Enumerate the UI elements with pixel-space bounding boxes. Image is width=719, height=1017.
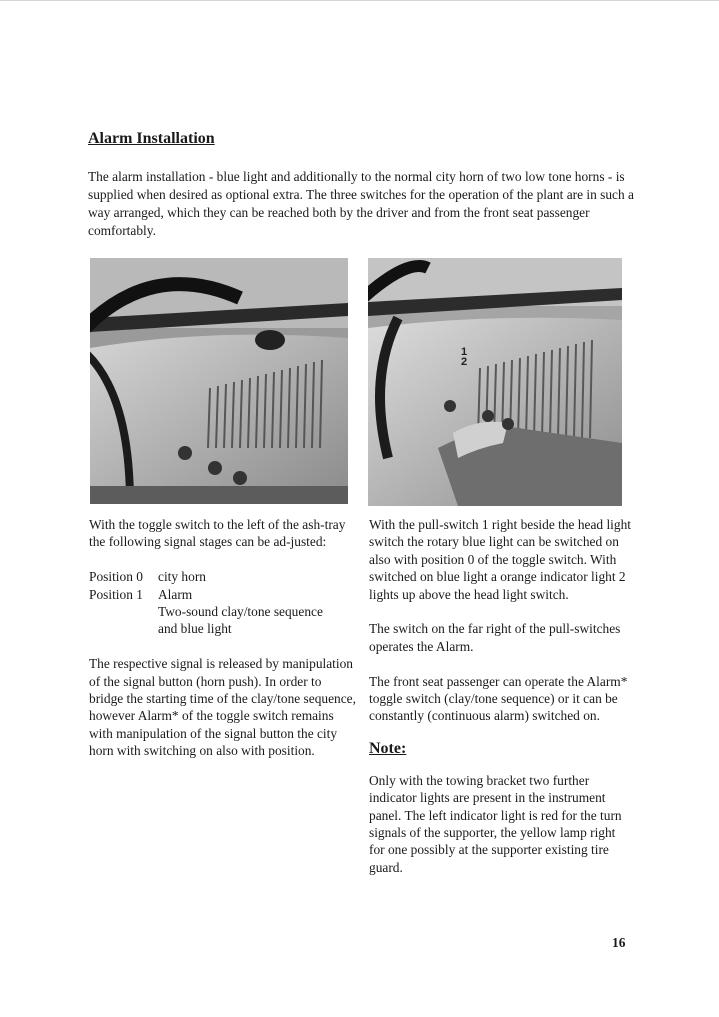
position-1-detail-1: Two-sound clay/tone sequence xyxy=(158,604,323,620)
photo-callout-2: 2 xyxy=(461,356,468,368)
page-number: 16 xyxy=(612,935,626,950)
page-title: Alarm Installation xyxy=(88,130,215,147)
photo-callout-1: 1 xyxy=(461,346,468,358)
position-1-row xyxy=(89,586,357,603)
right-column xyxy=(369,516,631,876)
right-para-1: With the pull-switch 1 right beside the head light switch the rotary blue light can be switched on also with position 0 of the toggle switch. With switched on blue light a orange indicator light 2 lights up above the head light switch. xyxy=(369,517,632,602)
top-border xyxy=(0,0,719,1)
position-0-label: Position 0 xyxy=(89,569,143,585)
position-1-label: Position 1 xyxy=(89,586,143,602)
left-para-1: With the toggle switch to the left of the ash-tray the following signal stages can be ad-justed: xyxy=(89,517,346,550)
left-para-2: The respective signal is released by manipulation of the signal button (horn push). In order to bridge the starting time of the clay/tone sequence, however Alarm* of the toggle switch remains with manipulation of the signal button the city horn with switching on also with position. xyxy=(89,656,356,759)
left-column xyxy=(89,516,357,760)
intro-paragraph: The alarm installation - blue light and additionally to the normal city horn of two low tone horns - is supplied when desired as optional extra. The three switches for the operation of the plant are in such a way arranged, which they can be reached both by the driver and from the front seat passenger comfortably. xyxy=(88,169,634,238)
dashboard-photo-left xyxy=(90,258,348,504)
right-para-3: The front seat passenger can operate the Alarm* toggle switch (clay/tone sequence) or it can be constantly (continuous alarm) switched on. xyxy=(369,673,628,724)
note-heading: Note: xyxy=(369,739,407,757)
dashboard-photo-right xyxy=(368,258,622,506)
position-0-text: city horn xyxy=(158,569,206,585)
right-para-2: The switch on the far right of the pull-switches operates the Alarm. xyxy=(369,621,621,654)
position-0-row xyxy=(89,568,357,585)
note-text: Only with the towing bracket two further indicator lights are present in the instrument panel. The left indicator light is red for the turn signals of the supporter, the yellow lamp right for one possibly at the supporter existing tire guard. xyxy=(369,772,622,875)
position-1-text: Alarm xyxy=(158,586,193,602)
position-1-detail-2: and blue light xyxy=(158,621,232,637)
